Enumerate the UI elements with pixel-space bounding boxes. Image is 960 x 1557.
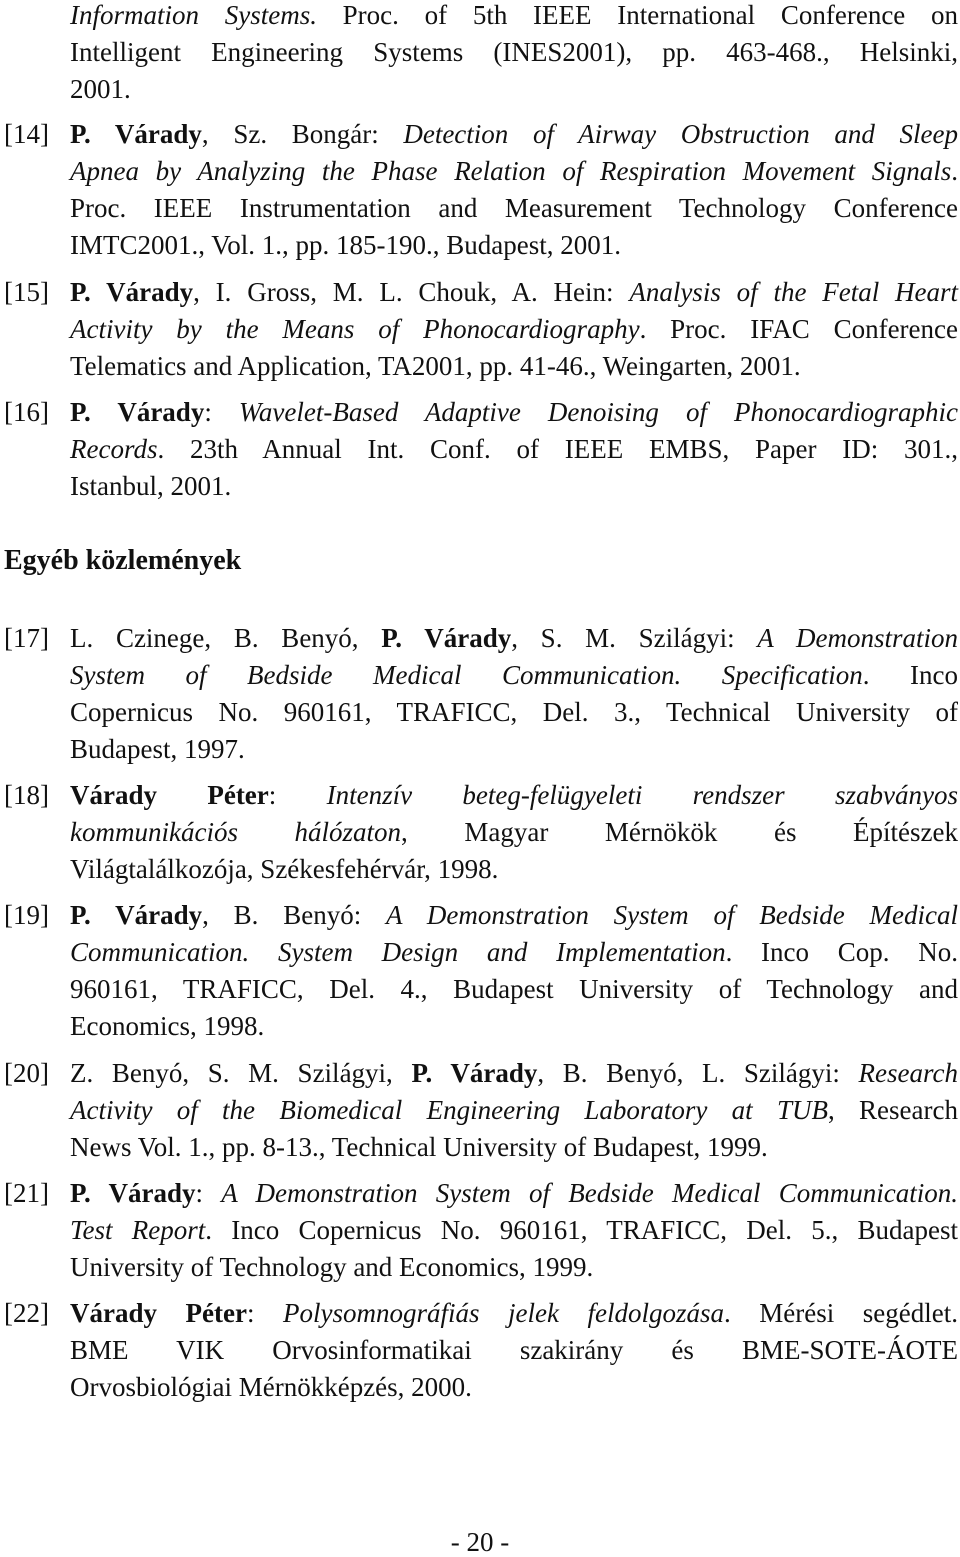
reference-20: [20] Z. Benyó, S. M. Szilágyi, P. Várady, B. Benyó, L. Szilágyi: Research Activity of the Biomedical Engineering Laboratory at TUB, Research News Vol. 1., pp. 8-13., Technical University of Budapest, 1999. (4, 1055, 958, 1166)
reference-number: [20] (4, 1058, 49, 1088)
reference-number: [15] (4, 277, 49, 307)
reference-number: [18] (4, 780, 49, 810)
author-highlight: P. Várady (70, 119, 202, 149)
author-highlight: P. Várady (411, 1058, 538, 1088)
author-highlight: P. Várady (70, 1178, 196, 1208)
author-highlight: P. Várady (70, 900, 203, 930)
reference-number: [21] (4, 1178, 49, 1208)
reference-19: [19] P. Várady, B. Benyó: A Demonstration System of Bedside Medical Communication. System Design and Implementation. Inco Cop. No. 960161, TRAFICC, Del. 4., Budapest University of Technology and Economics, 1998. (4, 897, 958, 1045)
author-highlight: Várady Péter (70, 780, 269, 810)
reference-17: [17] L. Czinege, B. Benyó, P. Várady, S. M. Szilágyi: A Demonstration System of Bedside Medical Communication. Specification. Inco Copernicus No. 960161, TRAFICC, Del. 3., Technical University of Budapest, 1997. (4, 620, 958, 768)
author-highlight: P. Várady (381, 623, 512, 653)
reference-13-continuation: Information Systems. Proc. of 5th IEEE International Conference on Intelligent Engineering Systems (INES2001), pp. 463-468., Helsinki, 2001. (70, 0, 958, 104)
author-highlight: P. Várady (70, 277, 194, 307)
reference-number: [19] (4, 900, 49, 930)
reference-number: [22] (4, 1298, 49, 1328)
reference-22: [22] Várady Péter: Polysomnográfiás jelek feldolgozása. Mérési segédlet. BME VIK Orvosinformatikai szakirány és BME-SOTE-ÁOTE Orvosbiológiai Mérnökképzés, 2000. (4, 1295, 958, 1406)
page-number: - 20 - (450, 1527, 510, 1557)
author-highlight: P. Várady (70, 397, 205, 427)
reference-number: [16] (4, 397, 49, 427)
author-highlight: Várady Péter (70, 1298, 247, 1328)
reference-number: [17] (4, 623, 49, 653)
ref-title: Information Systems. (70, 0, 317, 30)
reference-number: [14] (4, 119, 49, 149)
reference-21: [21] P. Várady: A Demonstration System of Bedside Medical Communication. Test Report. Inco Copernicus No. 960161, TRAFICC, Del. 5., Budapest University of Technology and Economics, 1999. (4, 1175, 958, 1286)
section-heading: Egyéb közlemények (4, 545, 242, 576)
reference-15: [15] P. Várady, I. Gross, M. L. Chouk, A. Hein: Analysis of the Fetal Heart Activity by the Means of Phonocardiography. Proc. IFAC Conference Telematics and Application, TA2001, pp. 41-46., Weingarten, 2001. (4, 274, 958, 385)
reference-18: [18] Várady Péter: Intenzív beteg-felügyeleti rendszer szabványos kommunikációs hálózaton, Magyar Mérnökök és Építészek Világtalálkozója, Székesfehérvár, 1998. (4, 777, 958, 888)
reference-16: [16] P. Várady: Wavelet-Based Adaptive Denoising of Phonocardiographic Records. 23th Annual Int. Conf. of IEEE EMBS, Paper ID: 301., Istanbul, 2001. (4, 394, 958, 505)
reference-14: [14] P. Várady, Sz. Bongár: Detection of Airway Obstruction and Sleep Apnea by Analyzing the Phase Relation of Respiration Movement Signals. Proc. IEEE Instrumentation and Measurement Technology Conference IMTC2001., Vol. 1., pp. 185-190., Budapest, 2001. (4, 116, 958, 264)
